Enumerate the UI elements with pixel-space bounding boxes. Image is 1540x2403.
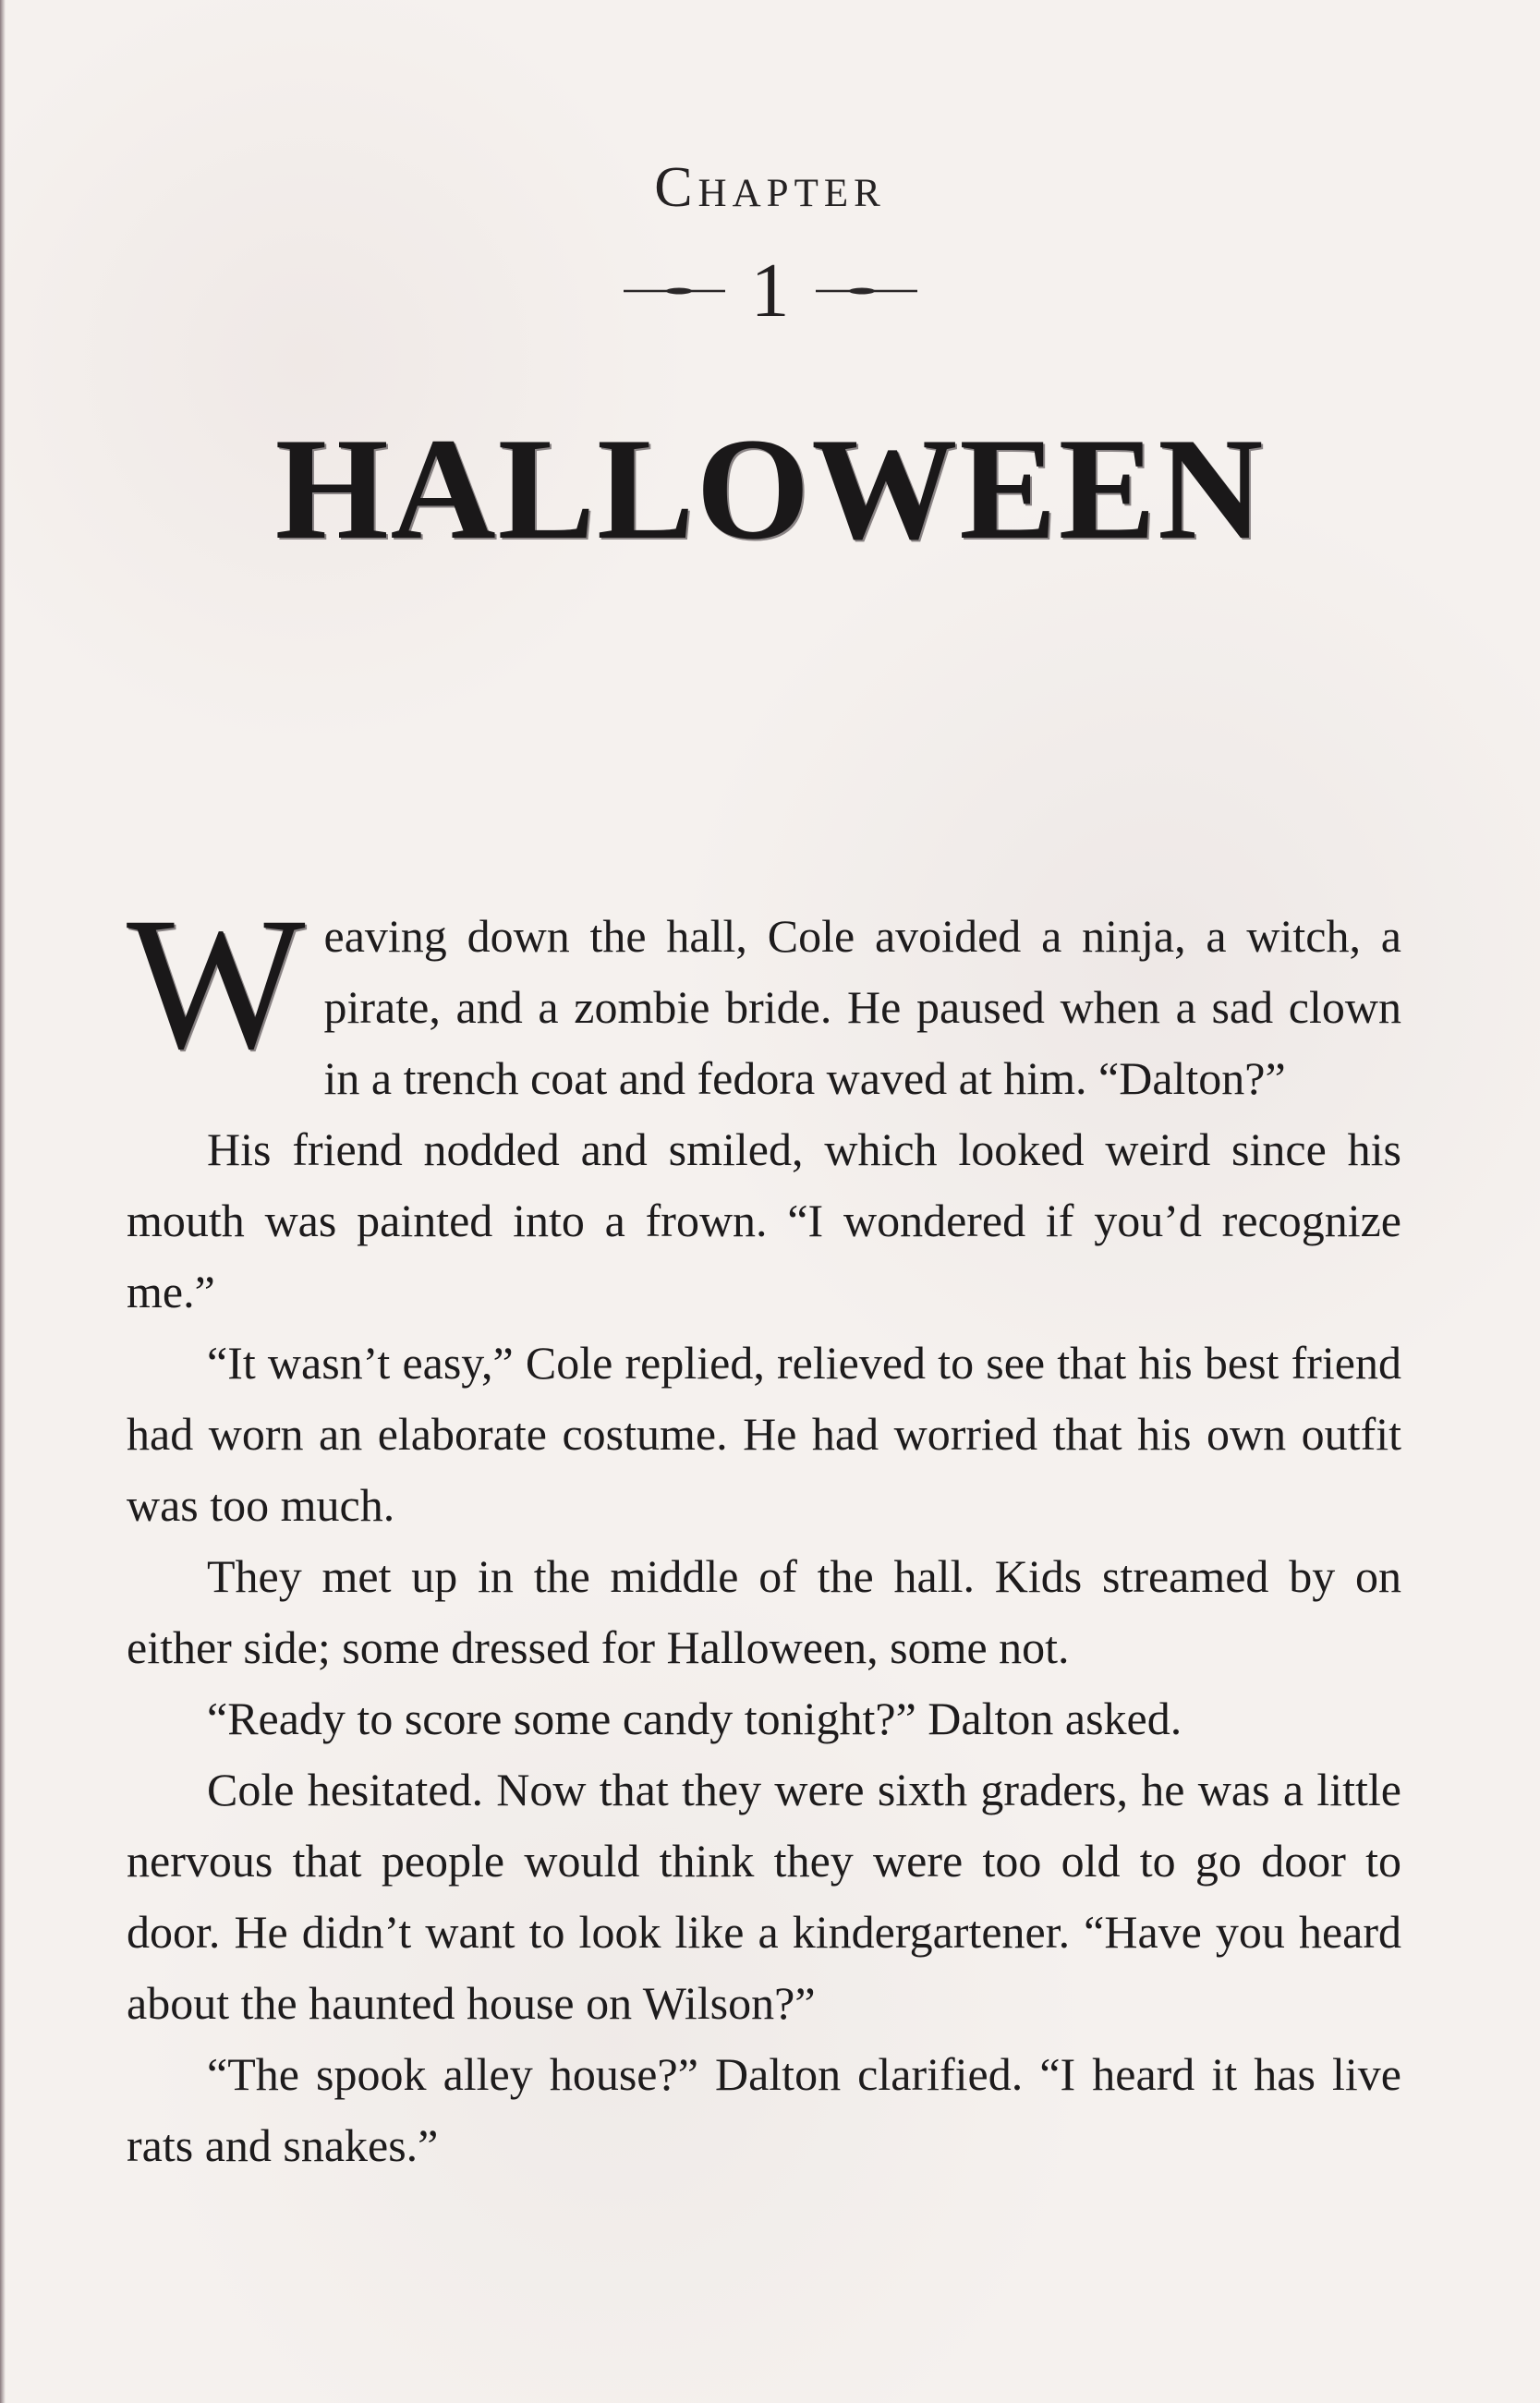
page-edge-shadow [0,0,6,2403]
left-ornament-icon [624,285,725,297]
right-ornament-icon [816,285,917,297]
chapter-body [127,879,1401,2181]
chapter-number-row [0,245,1540,337]
paragraph-1-text: eaving down the hall, Cole avoided a ninja, a witch, a pirate, and a zombie bride. He paused when a sad clown in a trench coat and fedora waved at him. “Dalton?” [323,910,1401,1104]
paragraph-5: “Ready to score some candy tonight?” Dalton asked. [207,1693,1182,1744]
chapter-label: Chapter [654,156,886,219]
paragraph-2: His friend nodded and smiled, which looked weird since his mouth was painted into a frown. “I wondered if you’d recognize me.” [127,1123,1401,1317]
paragraph-1 [127,879,1401,1114]
paragraph-6: Cole hesitated. Now that they were sixth graders, he was a little nervous that people would think they were too old to go door to door. He didn’t want to look like a kindergartener. “Have you heard about the haunted house on Wilson?” [127,1764,1401,2029]
paragraph-4: They met up in the middle of the hall. Kids streamed by on either side; some dressed for Halloween, some not. [127,1550,1401,1673]
chapter-number: 1 [750,248,790,334]
chapter-title: HALLOWEEN [274,408,1266,570]
drop-cap: W [127,879,306,1088]
paragraph-7: “The spook alley house?” Dalton clarified. “I heard it has live rats and snakes.” [127,2048,1401,2171]
paragraph-3: “It wasn’t easy,” Cole replied, relieved to see that his best friend had worn an elaborate costume. He had worried that his own outfit was too much. [127,1337,1401,1531]
